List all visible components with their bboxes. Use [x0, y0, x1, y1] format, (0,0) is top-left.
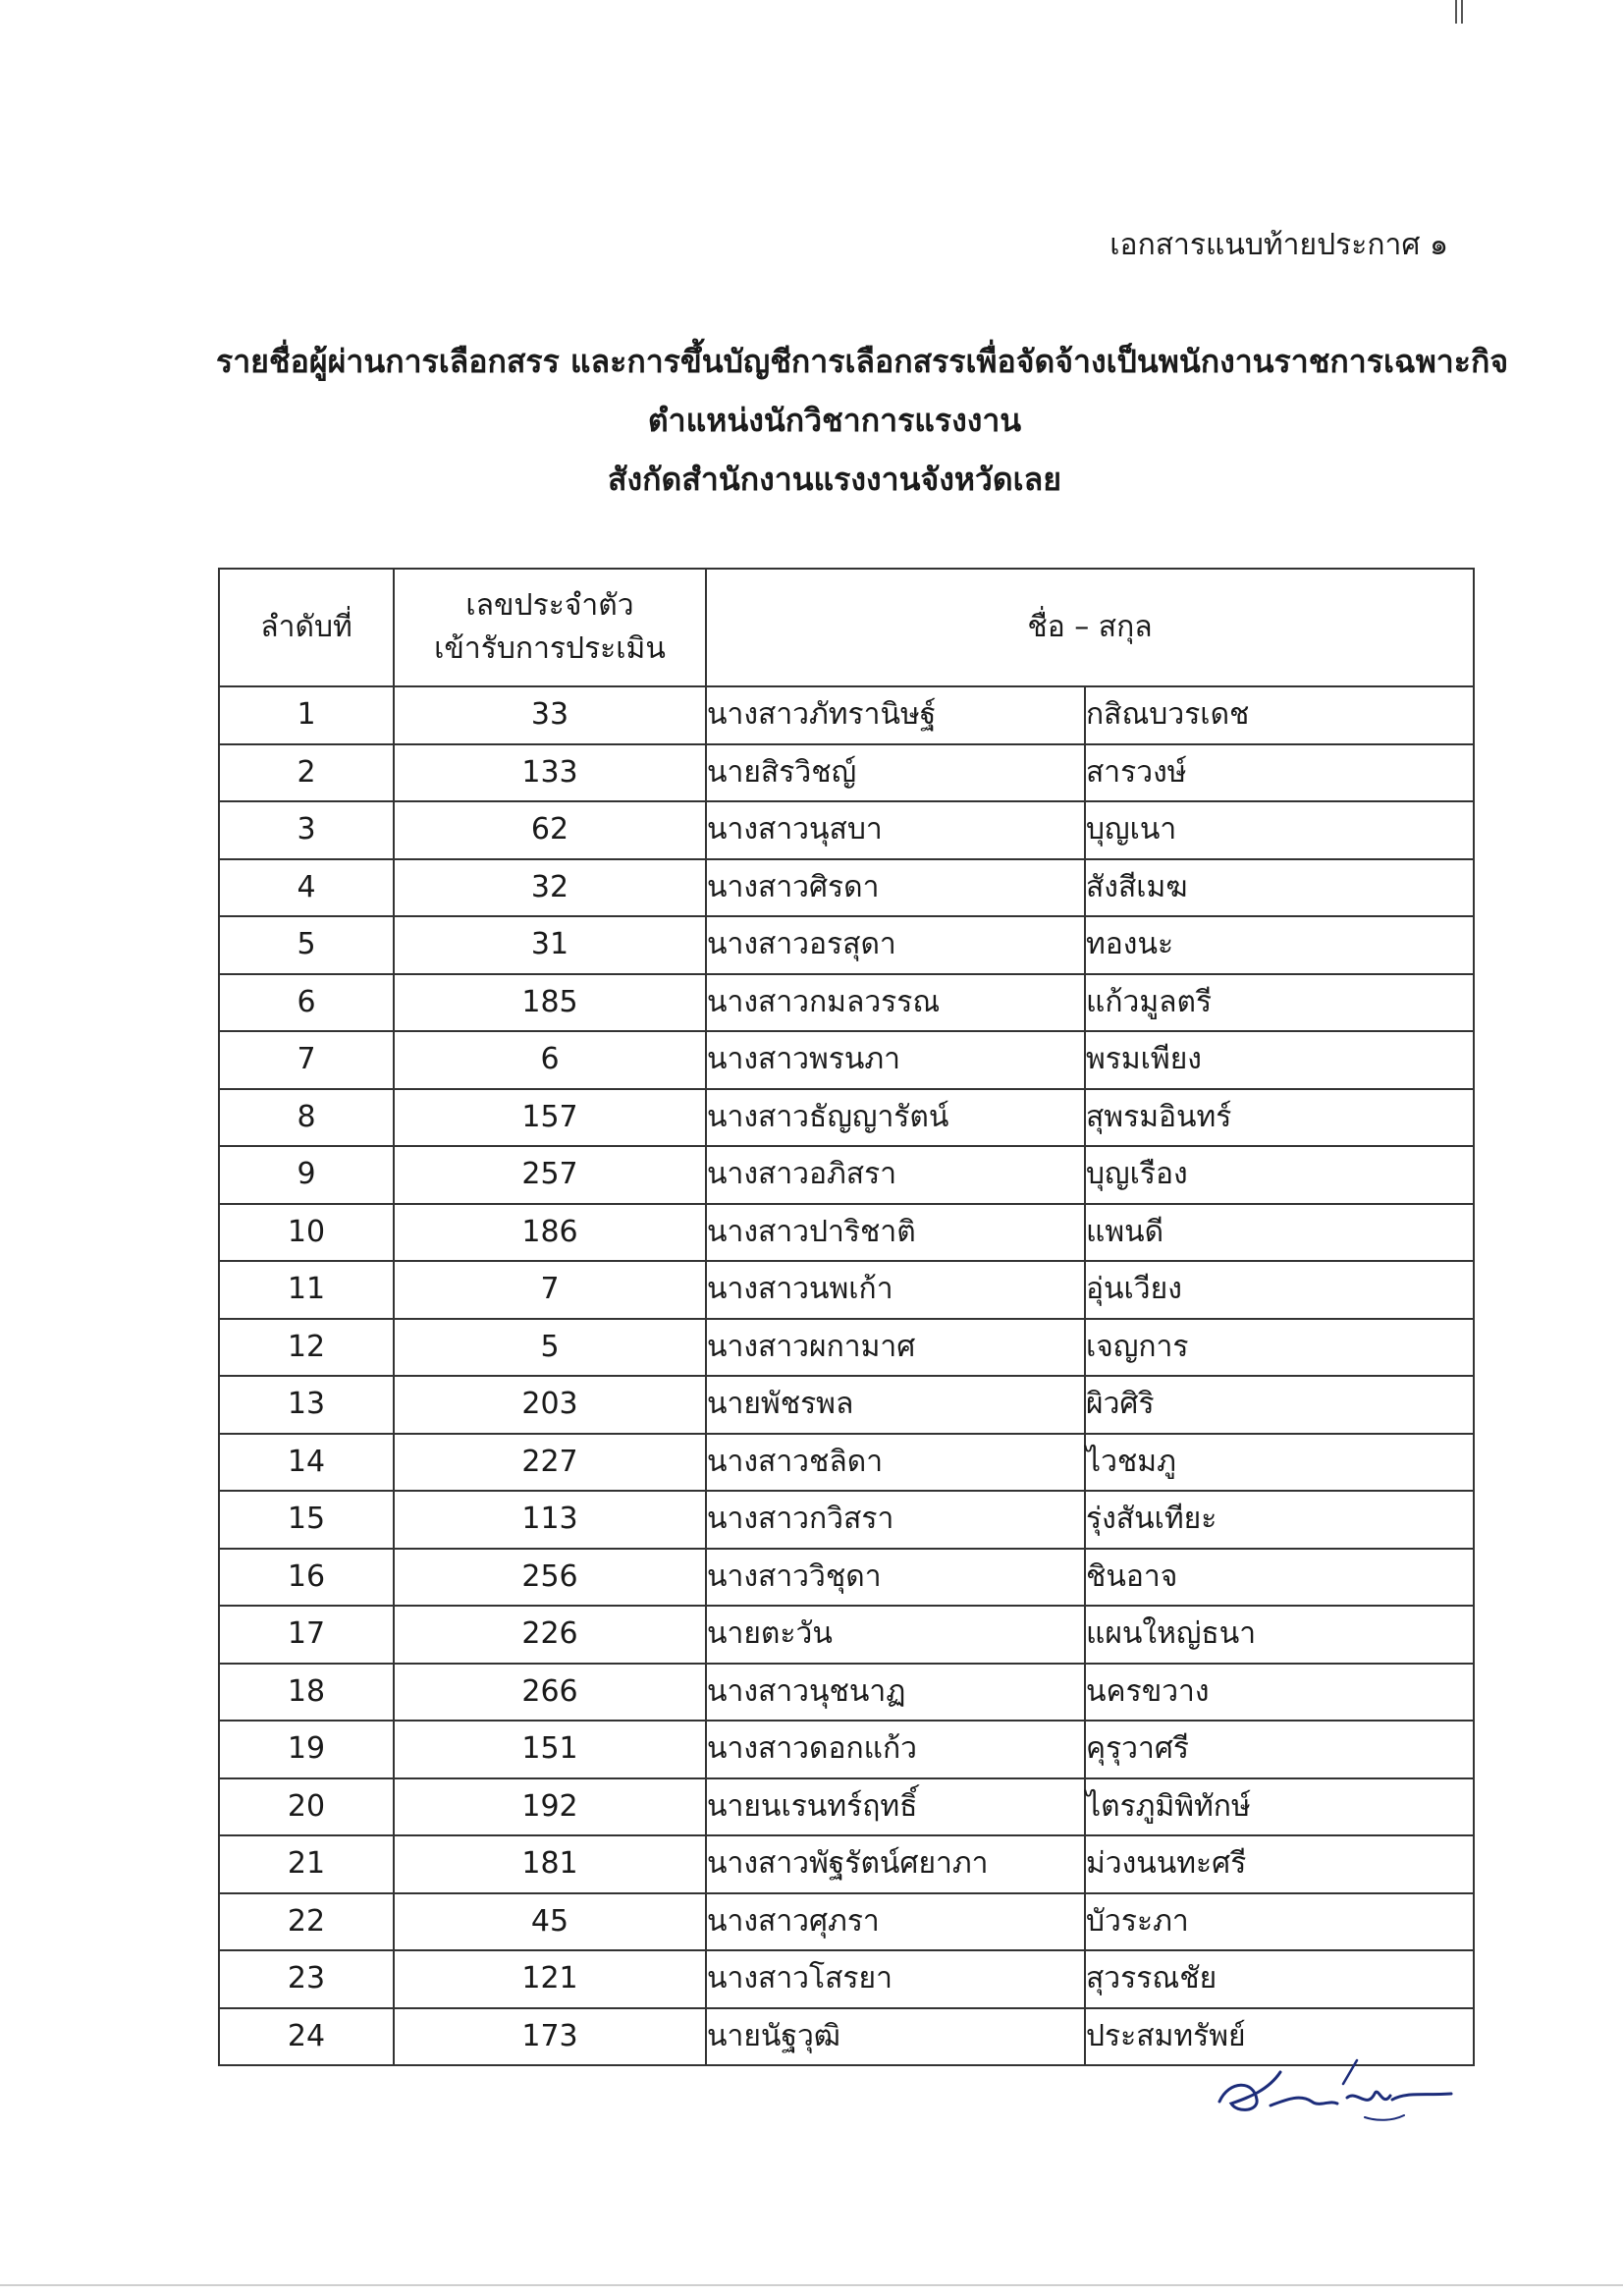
header-id-line2: เข้ารับการประเมิน	[434, 631, 666, 666]
cell-id: 173	[394, 2008, 706, 2066]
cell-first-name: นางสาวดอกแก้ว	[706, 1721, 1085, 1778]
title-line-3: สังกัดสำนักงานแรงงานจังหวัดเลย	[608, 461, 1061, 498]
cell-id: 32	[394, 859, 706, 917]
table-row	[219, 1549, 1474, 1607]
cell-id: 113	[394, 1491, 706, 1549]
cell-id: 192	[394, 1778, 706, 1836]
table-row	[219, 1778, 1474, 1836]
cell-last-name: แผนใหญ่ธนา	[1085, 1606, 1474, 1664]
cell-id: 185	[394, 974, 706, 1032]
cell-id: 157	[394, 1089, 706, 1147]
cell-last-name: บุญเรือง	[1085, 1146, 1474, 1204]
table-row	[219, 1664, 1474, 1722]
cell-first-name: นางสาววิชุดา	[706, 1549, 1085, 1607]
cell-first-name: นางสาวกมลวรรณ	[706, 974, 1085, 1032]
cell-order: 3	[219, 801, 394, 859]
table-row	[219, 686, 1474, 744]
table-row	[219, 974, 1474, 1032]
document-title	[216, 332, 1509, 509]
cell-order: 2	[219, 744, 394, 802]
table-body	[219, 686, 1474, 2065]
table-row	[219, 1835, 1474, 1893]
cell-id: 7	[394, 1261, 706, 1319]
cell-id: 6	[394, 1031, 706, 1089]
cell-last-name: บุญเนา	[1085, 801, 1474, 859]
cell-order: 1	[219, 686, 394, 744]
cell-last-name: ม่วงนนทะศรี	[1085, 1835, 1474, 1893]
cell-first-name: นางสาวอรสุดา	[706, 916, 1085, 974]
cell-id: 31	[394, 916, 706, 974]
table-row	[219, 1089, 1474, 1147]
table-row	[219, 1491, 1474, 1549]
cell-first-name: นายพัชรพล	[706, 1376, 1085, 1434]
header-name: ชื่อ – สกุล	[706, 569, 1474, 686]
cell-last-name: แพนดี	[1085, 1204, 1474, 1262]
cell-last-name: สารวงษ์	[1085, 744, 1474, 802]
table-row	[219, 1319, 1474, 1377]
cell-first-name: นายสิรวิชญ์	[706, 744, 1085, 802]
cell-last-name: ไวชมภู	[1085, 1434, 1474, 1492]
cell-id: 45	[394, 1893, 706, 1951]
cell-order: 13	[219, 1376, 394, 1434]
cell-order: 8	[219, 1089, 394, 1147]
cell-order: 23	[219, 1950, 394, 2008]
cell-first-name: นางสาวกวิสรา	[706, 1491, 1085, 1549]
cell-id: 133	[394, 744, 706, 802]
cell-last-name: สุวรรณชัย	[1085, 1950, 1474, 2008]
cell-first-name: นางสาวชลิดา	[706, 1434, 1085, 1492]
table-row	[219, 859, 1474, 917]
cell-first-name: นางสาวโสรยา	[706, 1950, 1085, 2008]
cell-order: 9	[219, 1146, 394, 1204]
table-row	[219, 801, 1474, 859]
cell-order: 19	[219, 1721, 394, 1778]
cell-last-name: อุ่นเวียง	[1085, 1261, 1474, 1319]
cell-last-name: กสิณบวรเดช	[1085, 686, 1474, 744]
cell-first-name: นางสาวภัทรานิษฐ์	[706, 686, 1085, 744]
cell-first-name: นางสาวอภิสรา	[706, 1146, 1085, 1204]
cell-first-name: นางสาวผกามาศ	[706, 1319, 1085, 1377]
cell-order: 15	[219, 1491, 394, 1549]
scan-bottom-edge	[0, 2284, 1623, 2286]
cell-order: 18	[219, 1664, 394, 1722]
table-row	[219, 1376, 1474, 1434]
table-row	[219, 1606, 1474, 1664]
cell-first-name: นางสาวพรนภา	[706, 1031, 1085, 1089]
cell-first-name: นางสาวนุสบา	[706, 801, 1085, 859]
cell-id: 121	[394, 1950, 706, 2008]
cell-id: 266	[394, 1664, 706, 1722]
cell-first-name: นางสาวธัญญารัตน์	[706, 1089, 1085, 1147]
cell-id: 256	[394, 1549, 706, 1607]
cell-id: 151	[394, 1721, 706, 1778]
cell-id: 33	[394, 686, 706, 744]
cell-last-name: เจญการ	[1085, 1319, 1474, 1377]
cell-last-name: ประสมทรัพย์	[1085, 2008, 1474, 2066]
header-id	[394, 569, 706, 686]
cell-order: 5	[219, 916, 394, 974]
table-row	[219, 1204, 1474, 1262]
table-row	[219, 1893, 1474, 1951]
cell-first-name: นางสาวศิรดา	[706, 859, 1085, 917]
cell-id: 203	[394, 1376, 706, 1434]
cell-order: 16	[219, 1549, 394, 1607]
cell-last-name: นครขวาง	[1085, 1664, 1474, 1722]
title-line-2: ตำแหน่งนักวิชาการแรงงาน	[647, 402, 1022, 439]
header-id-line1: เลขประจำตัว	[465, 588, 634, 623]
attachment-label: เอกสารแนบท้ายประกาศ ๑	[1109, 228, 1448, 262]
title-line-1: รายชื่อผู้ผ่านการเลือกสรร และการขึ้นบัญชีการเลือกสรรเพื่อจัดจ้างเป็นพนักงานราชการเฉพาะกิจ	[216, 343, 1509, 380]
cell-first-name: นางสาวศุภรา	[706, 1893, 1085, 1951]
cell-order: 21	[219, 1835, 394, 1893]
cell-id: 62	[394, 801, 706, 859]
cell-id: 226	[394, 1606, 706, 1664]
cell-last-name: รุ่งสันเทียะ	[1085, 1491, 1474, 1549]
cell-id: 227	[394, 1434, 706, 1492]
cell-first-name: นางสาวนุชนาฏ	[706, 1664, 1085, 1722]
cell-last-name: บัวระภา	[1085, 1893, 1474, 1951]
cell-first-name: นางสาวนพเก้า	[706, 1261, 1085, 1319]
cell-last-name: ชินอาจ	[1085, 1549, 1474, 1607]
cell-id: 186	[394, 1204, 706, 1262]
scan-edge-mark	[1455, 0, 1463, 24]
cell-last-name: สุพรมอินทร์	[1085, 1089, 1474, 1147]
candidate-table	[218, 568, 1475, 2066]
cell-last-name: แก้วมูลตรี	[1085, 974, 1474, 1032]
cell-last-name: คุรุวาศรี	[1085, 1721, 1474, 1778]
signature-icon	[1210, 2050, 1455, 2127]
table-row	[219, 1434, 1474, 1492]
cell-order: 4	[219, 859, 394, 917]
cell-last-name: พรมเพียง	[1085, 1031, 1474, 1089]
table-row	[219, 1031, 1474, 1089]
cell-last-name: ไตรภูมิพิทักษ์	[1085, 1778, 1474, 1836]
cell-last-name: สังสีเมฆ	[1085, 859, 1474, 917]
cell-order: 6	[219, 974, 394, 1032]
cell-first-name: นายนเรนทร์ฤทธิ์	[706, 1778, 1085, 1836]
cell-first-name: นางสาวพัฐรัตน์ศยาภา	[706, 1835, 1085, 1893]
table-row	[219, 1146, 1474, 1204]
table-row	[219, 1261, 1474, 1319]
cell-order: 10	[219, 1204, 394, 1262]
table-row	[219, 1950, 1474, 2008]
cell-id: 257	[394, 1146, 706, 1204]
cell-id: 181	[394, 1835, 706, 1893]
table-header-row	[219, 569, 1474, 686]
cell-order: 22	[219, 1893, 394, 1951]
cell-order: 20	[219, 1778, 394, 1836]
table-row	[219, 744, 1474, 802]
cell-order: 11	[219, 1261, 394, 1319]
cell-order: 12	[219, 1319, 394, 1377]
cell-id: 5	[394, 1319, 706, 1377]
cell-first-name: นายนัฐวุฒิ	[706, 2008, 1085, 2066]
cell-first-name: นายตะวัน	[706, 1606, 1085, 1664]
cell-order: 7	[219, 1031, 394, 1089]
cell-last-name: ผิวศิริ	[1085, 1376, 1474, 1434]
header-order: ลำดับที่	[219, 569, 394, 686]
cell-last-name: ทองนะ	[1085, 916, 1474, 974]
table-row	[219, 916, 1474, 974]
cell-order: 17	[219, 1606, 394, 1664]
cell-order: 14	[219, 1434, 394, 1492]
cell-first-name: นางสาวปาริชาติ	[706, 1204, 1085, 1262]
cell-order: 24	[219, 2008, 394, 2066]
table-row	[219, 1721, 1474, 1778]
